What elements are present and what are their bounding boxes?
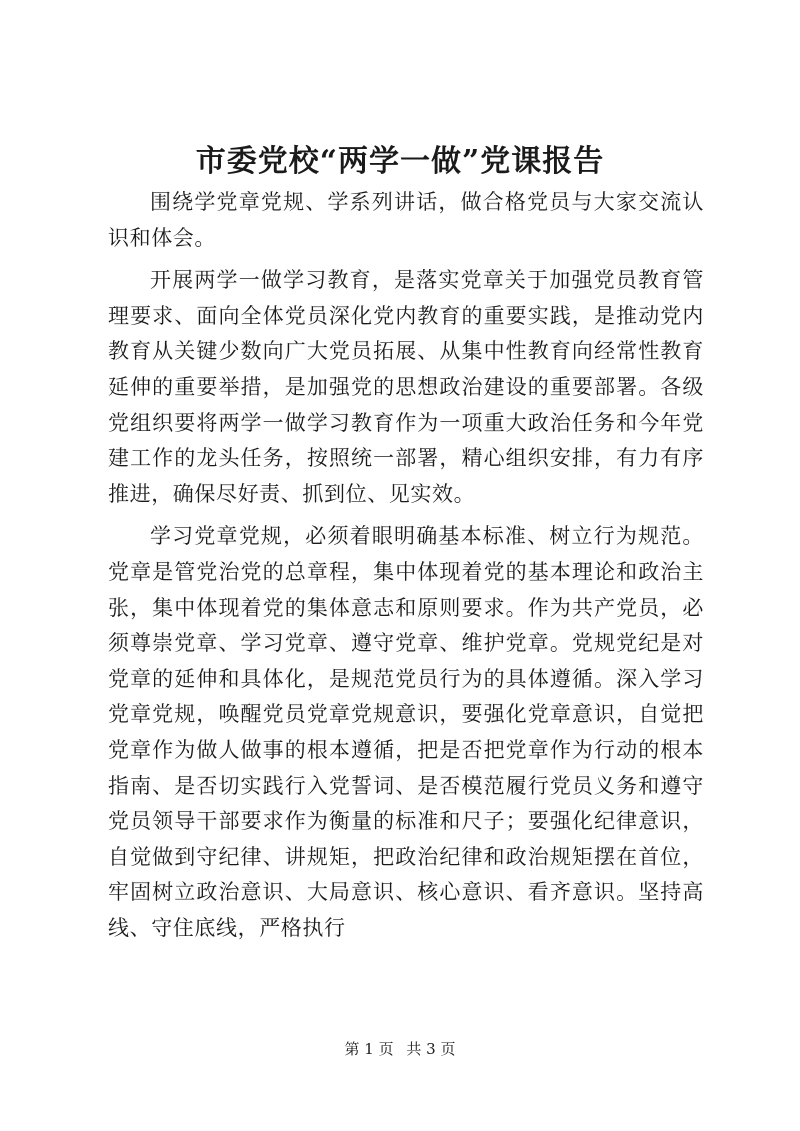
paragraph-party-rules: 学习党章党规，必须着眼明确基本标准、树立行为规范。党章是管党治党的总章程，集中体现着党的基本理论和政治主张，集中体现着党的集体意志和原则要求。作为共产党员，必须尊崇党章、学习党章、遵守党章、维护党章。党规党纪是对党章的延伸和具体化，是规范党员行为的具体遵循。深入学习党章党规，唤醒党员党章党规意识，要强化党章意识，自觉把党章作为做人做事的根本遵循，把是否把党章作为行动的根本指南、是否切实践行入党誓词、是否模范履行党员义务和遵守党员领导干部要求作为衡量的标准和尺子；要强化纪律意识，自觉做到守纪律、讲规矩，把政治纪律和政治规矩摆在首位，牢固树立政治意识、大局意识、核心意识、看齐意识。坚持高线、守住底线，严格执行 <box>108 524 704 940</box>
paragraph-education: 开展两学一做学习教育，是落实党章关于加强党员教育管理要求、面向全体党员深化党内教育的重要实践，是推动党内教育从关键少数向广大党员拓展、从集中性教育向经常性教育延伸的重要举措，是加强党的思想政治建设的重要部署。各级党组织要将两学一做学习教育作为一项重大政治任务和今年党建工作的龙头任务，按照统一部署，精心组织安排，有力有序推进，确保尽好责、抓到位、见实效。 <box>108 268 704 506</box>
page-number-total: 共 3 页 <box>406 1040 456 1058</box>
page-number-current: 第 1 页 <box>344 1040 394 1058</box>
paragraph-intro: 围绕学党章党规、学系列讲话，做合格党员与大家交流认识和体会。 <box>108 190 704 250</box>
document-title: 市委党校“两学一做”党课报告 <box>195 144 605 179</box>
page-footer <box>0 1038 800 1060</box>
document-body <box>108 185 704 946</box>
